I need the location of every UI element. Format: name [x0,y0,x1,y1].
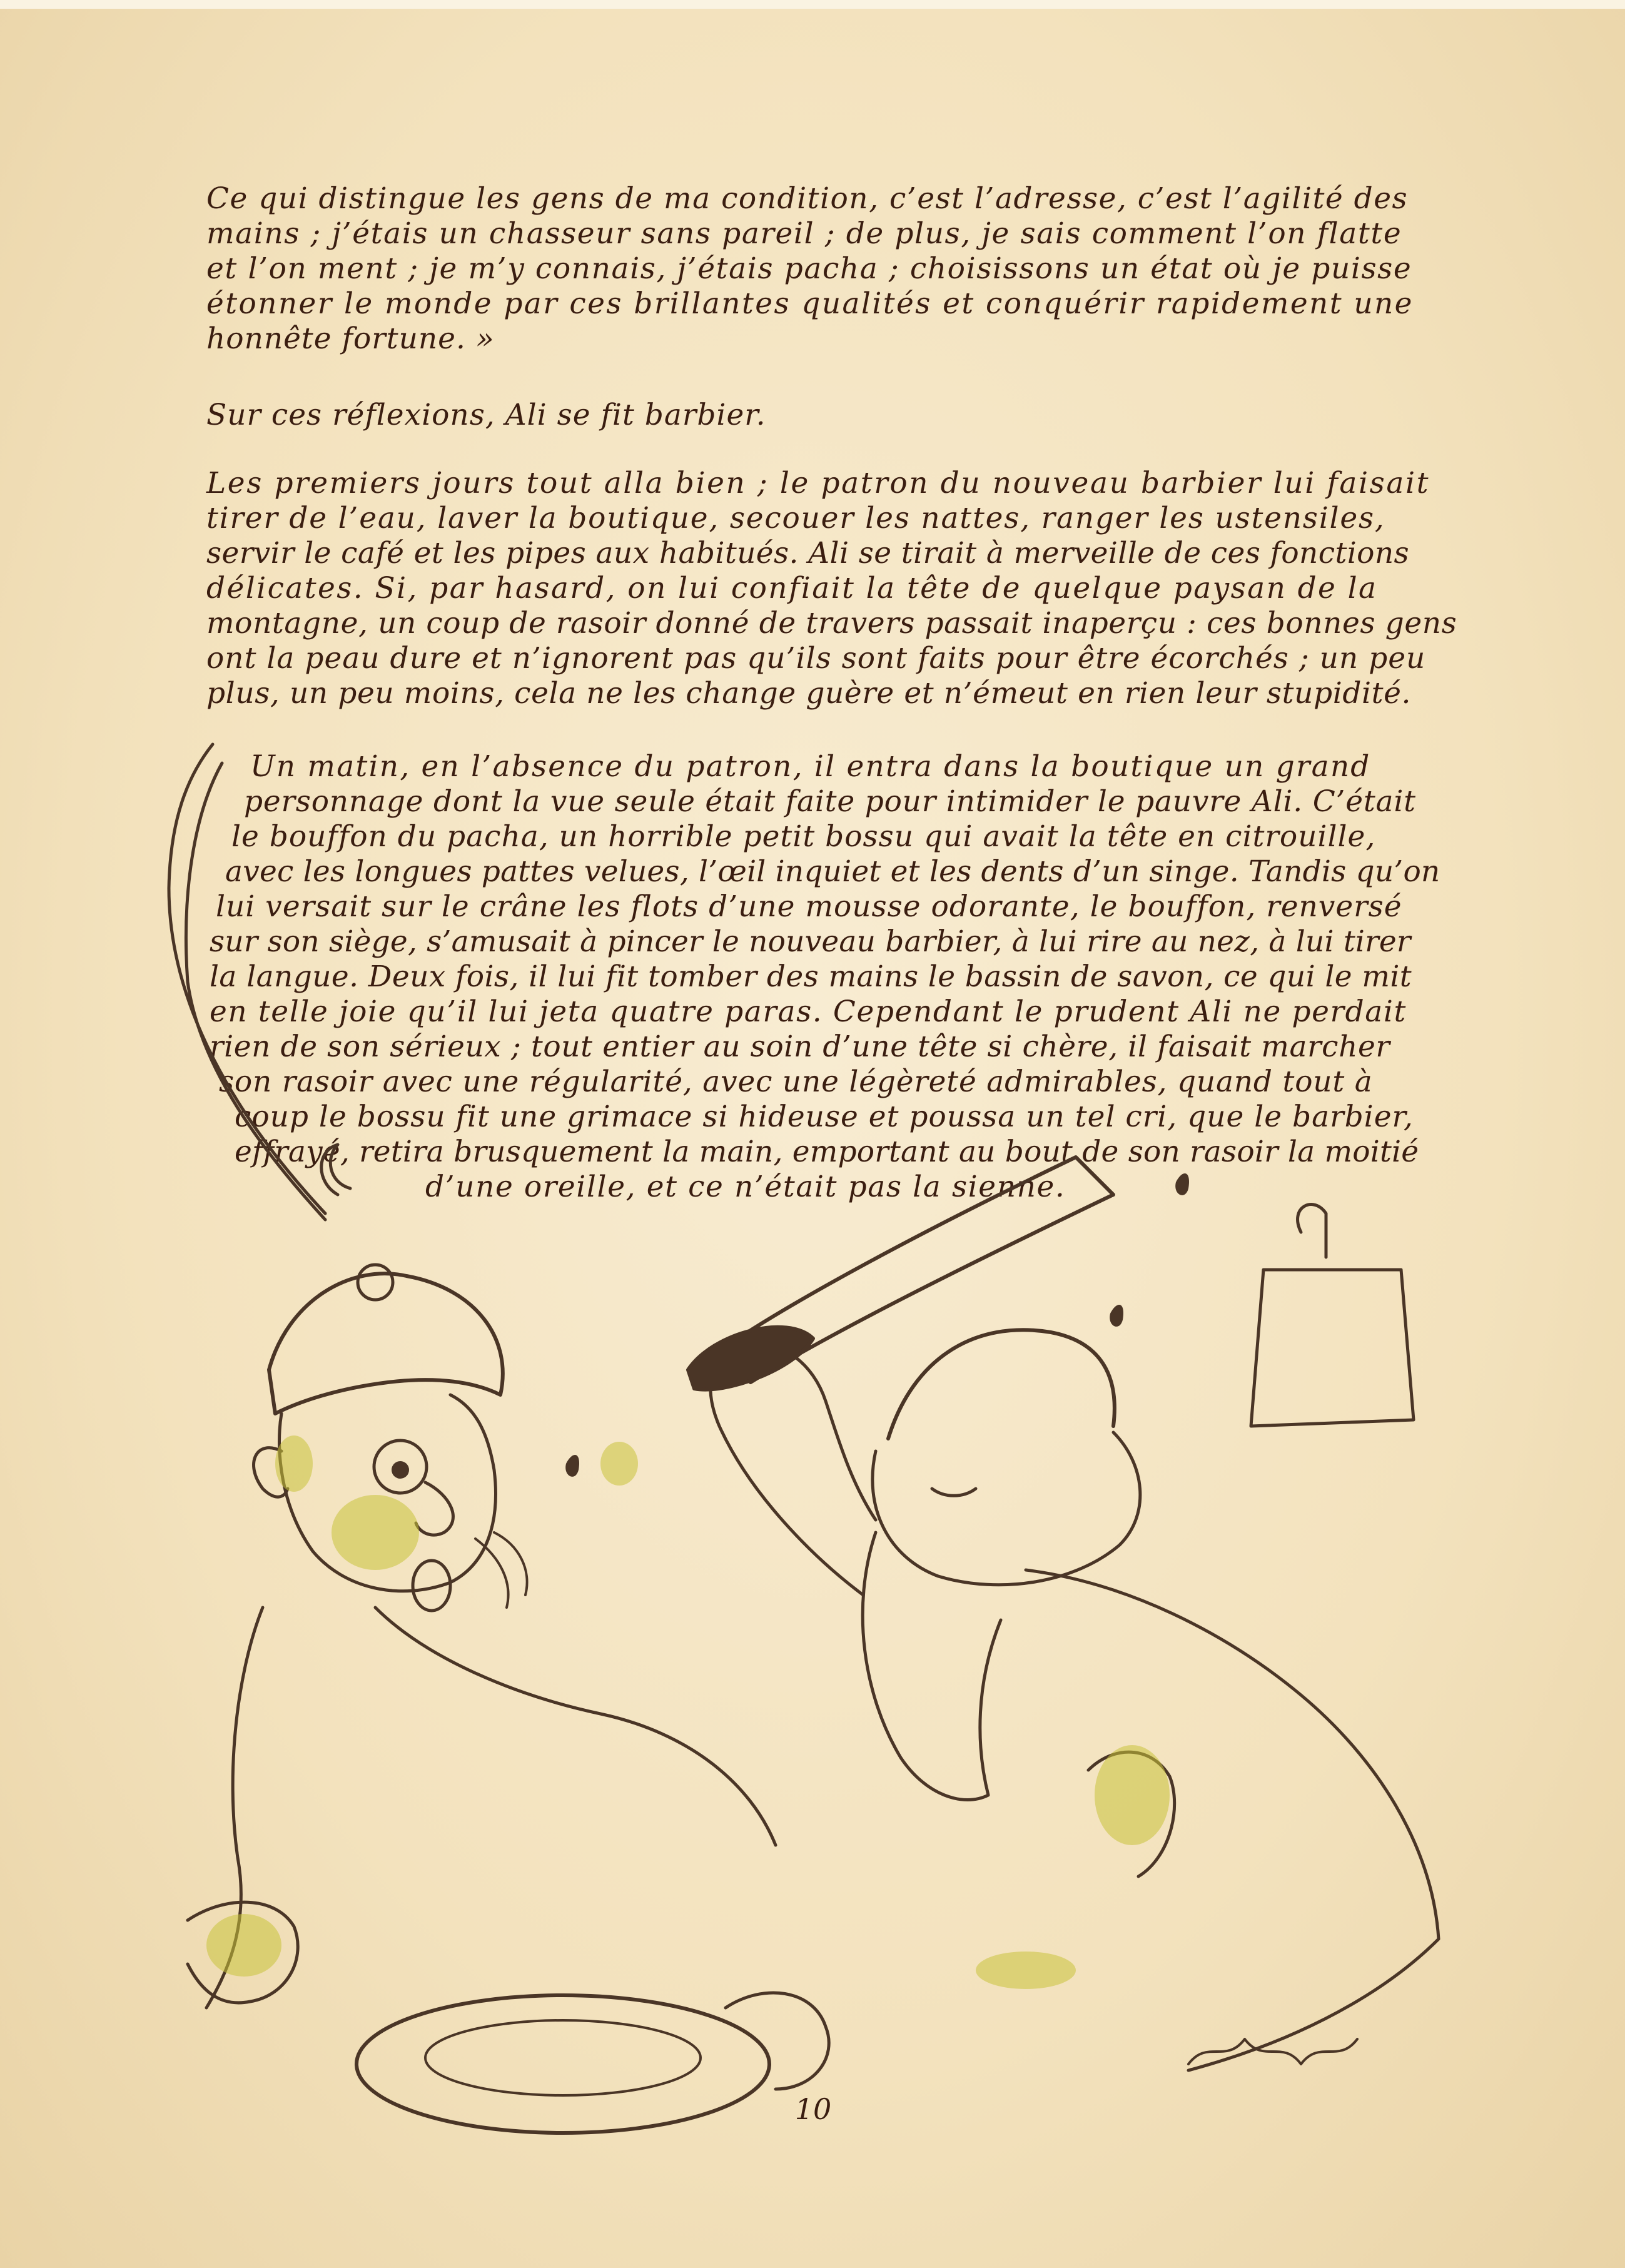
paragraph-3 [206,466,1457,711]
text-line: rien de son sérieux ; tout entier au soin d’une tête si chère, il faisait marcher [210,1030,1390,1064]
pencil-illustration [0,719,1625,2158]
text-line: Ce qui distingue les gens de ma condition, c’est l’adresse, c’est l’agilité des [206,181,1409,216]
blood-drop [1110,1305,1123,1327]
text-line: Sur ces réflexions, Ali se fit barbier. [206,398,766,432]
paragraph-2 [206,398,1423,433]
text-line: plus, un peu moins, cela ne les change guère et n’émeut en rien leur stupidité. [206,676,1412,711]
jester-beard [475,1532,527,1607]
text-line: Les premiers jours tout alla bien ; le patron du nouveau barbier lui faisait [206,466,1430,500]
barber-cap [888,1330,1115,1439]
jester-nose [416,1482,453,1535]
text-line: tirer de l’eau, laver la boutique, secouer les nattes, ranger les ustensiles, [206,501,1385,535]
text-line: mains ; j’étais un chasseur sans pareil ; de plus, je sais comment l’on flatte [206,216,1402,251]
hat-plume-sketch [169,744,325,1220]
yellow-highlight [1095,1745,1170,1845]
yellow-highlight [600,1442,638,1486]
text-line: servir le café et les pipes aux habitués. Ali se tirait à merveille de ces fonctions [206,536,1410,570]
blood-drop [565,1455,579,1477]
barber-head [873,1432,1140,1585]
soap-basin [357,1995,769,2133]
text-line: la langue. Deux fois, il lui fit tomber des mains le bassin de savon, ce qui le mit [210,959,1412,994]
text-line: d’une oreille, et ce n’était pas la sienne. [425,1170,1066,1204]
yellow-highlight [332,1495,419,1570]
text-line: Un matin, en l’absence du patron, il entra dans la boutique un grand [250,749,1371,784]
text-line: sur son siège, s’amusait à pincer le nouveau barbier, à lui rire au nez, à lui tirer [210,924,1411,959]
text-line: en telle joie qu’il lui jeta quatre paras. Cependant le prudent Ali ne perdait [210,995,1407,1029]
text-line: coup le bossu fit une grimace si hideuse et poussa un tel cri, que le barbier, [235,1100,1414,1134]
barber-body [1026,1570,1439,2070]
text-line: étonner le monde par ces brillantes qualités et conquérir rapidement une [206,286,1414,321]
page-number: 10 [794,2092,832,2126]
text-line: honnête fortune. » [206,321,495,356]
text-line: avec les longues pattes velues, l’œil inquiet et les dents d’un singe. Tandis qu’on [225,854,1440,889]
hanging-cleaver [1251,1270,1414,1426]
yellow-highlight [976,1952,1076,1989]
text-line: personnage dont la vue seule était faite pour intimider le pauvre Ali. C’était [244,784,1416,819]
jester-cloak [206,1607,776,2008]
yellow-highlight [275,1435,313,1492]
barber-closed-eye [932,1489,976,1496]
blood-drop [1175,1173,1189,1195]
text-line: ont la peau dure et n’ignorent pas qu’ils sont faits pour être écorchés ; un peu [206,641,1426,676]
yellow-highlight [206,1914,281,1977]
soap-basin-inner [425,2020,701,2095]
razor-handle [688,1327,813,1390]
text-line: le bouffon du pacha, un horrible petit bossu qui avait la tête en citrouille, [231,819,1376,854]
hat-crescent-ornament [321,1145,350,1195]
hanging-hook [1298,1205,1326,1257]
text-line: délicates. Si, par hasard, on lui confiait la tête de quelque paysan de la [206,571,1378,605]
text-line: montagne, un coup de rasoir donné de travers passait inaperçu : ces bonnes gens [206,606,1457,640]
text-line: lui versait sur le crâne les flots d’une mousse odorante, le bouffon, renversé [216,889,1402,924]
text-line: son rasoir avec une régularité, avec une légèreté admirables, quand tout à [219,1065,1373,1099]
paragraph-1 [206,181,1423,357]
basin-holding-hand [726,1993,829,2089]
text-line: effrayé, retira brusquement la main, emportant au bout de son rasoir la moitié [235,1135,1419,1169]
text-line: et l’on ment ; je m’y connais, j’étais pacha ; choisissons un état où je puisse [206,251,1412,286]
hat-bead [358,1265,393,1300]
